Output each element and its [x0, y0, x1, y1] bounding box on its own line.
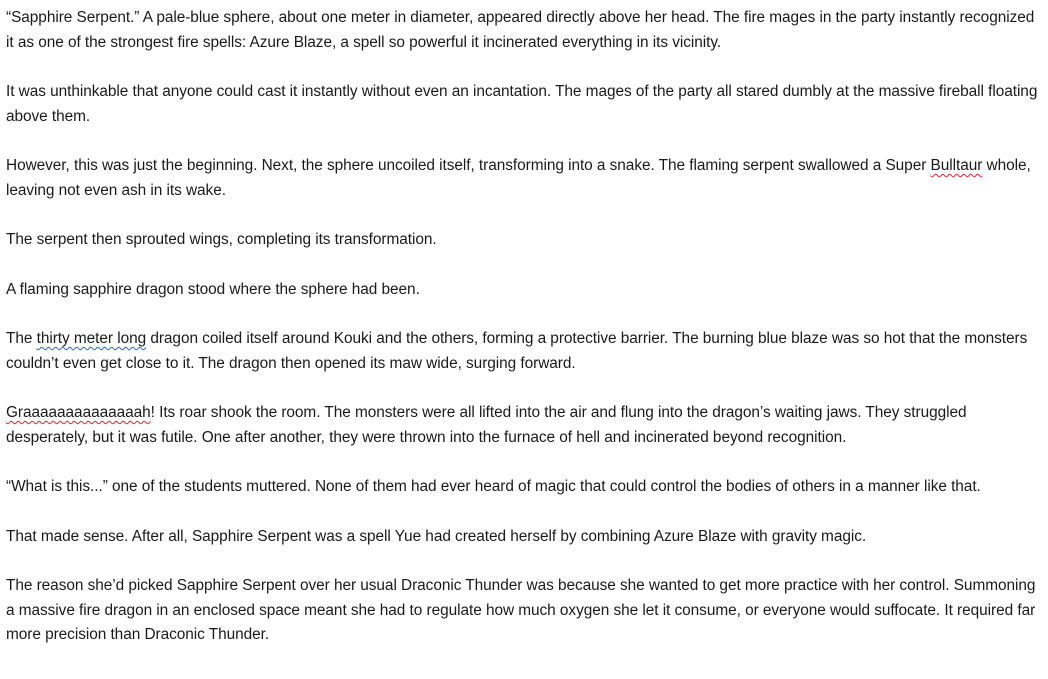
paragraph-text: That made sense. After all, Sapphire Serpent was a spell Yue had created herself by combining Azure Blaze with gravity magic.: [6, 527, 867, 545]
paragraph-text: ! Its roar shook the room. The monsters were all lifted into the air and flung into the dragon’s waiting jaws. They struggled desperately, but it was futile. One after another, they were thrown into the furnace of hell and incinerated beyond recognition.: [6, 404, 967, 446]
document-paragraph: [6, 154, 1042, 203]
grammar-suggestion-phrase: thirty meter long: [36, 330, 147, 348]
paragraph-text: “What is this...” one of the students muttered. None of them had ever heard of magic that could control the bodies of others in a manner like that.: [6, 478, 981, 496]
paragraph-text: It was unthinkable that anyone could cast it instantly without even an incantation. The mages of the party all stared dumbly at the massive fireball floating above them.: [6, 83, 1038, 125]
paragraph-text: A flaming sapphire dragon stood where the sphere had been.: [6, 280, 420, 298]
paragraph-text: However, this was just the beginning. Next, the sphere uncoiled itself, transforming into a snake. The flaming serpent swallowed a Super: [6, 157, 931, 175]
document-paragraph: [6, 228, 1042, 253]
document-paragraph: [6, 327, 1042, 376]
document-paragraph: [6, 401, 1042, 450]
paragraph-text: The reason she’d picked Sapphire Serpent over her usual Draconic Thunder was because she wanted to get more practice with her control. Summoning a massive fire dragon in an enclosed space meant she had to regulate how much oxygen she let it consume, or everyone would suffocate. It required far more precision than Draconic Thunder.: [6, 577, 1036, 644]
spelling-error-word: Bulltaur: [930, 157, 983, 175]
document-paragraph: [6, 475, 1042, 500]
document-paragraph: [6, 80, 1042, 129]
paragraph-text: whole, leaving not even ash in its wake.: [6, 157, 1031, 199]
spelling-error-word: Graaaaaaaaaaaaaah: [6, 404, 151, 422]
paragraph-text: The: [6, 330, 37, 348]
paragraph-text: “Sapphire Serpent.” A pale-blue sphere, about one meter in diameter, appeared directly above her head. The fire mages in the party instantly recognized it as one of the strongest fire spells: Azure Blaze, a spell so powerful it incinerated everything in its vicinity.: [6, 9, 1035, 51]
document-paragraph: [6, 574, 1042, 648]
document-paragraph: [6, 6, 1042, 55]
paragraph-text: The serpent then sprouted wings, completing its transformation.: [6, 231, 437, 249]
paragraph-text: dragon coiled itself around Kouki and the others, forming a protective barrier. The burning blue blaze was so hot that the monsters couldn’t even get close to it. The dragon then opened its maw wide, surging forward.: [6, 330, 1028, 372]
document-paragraph: [6, 525, 1042, 550]
document-paragraph: [6, 278, 1042, 303]
